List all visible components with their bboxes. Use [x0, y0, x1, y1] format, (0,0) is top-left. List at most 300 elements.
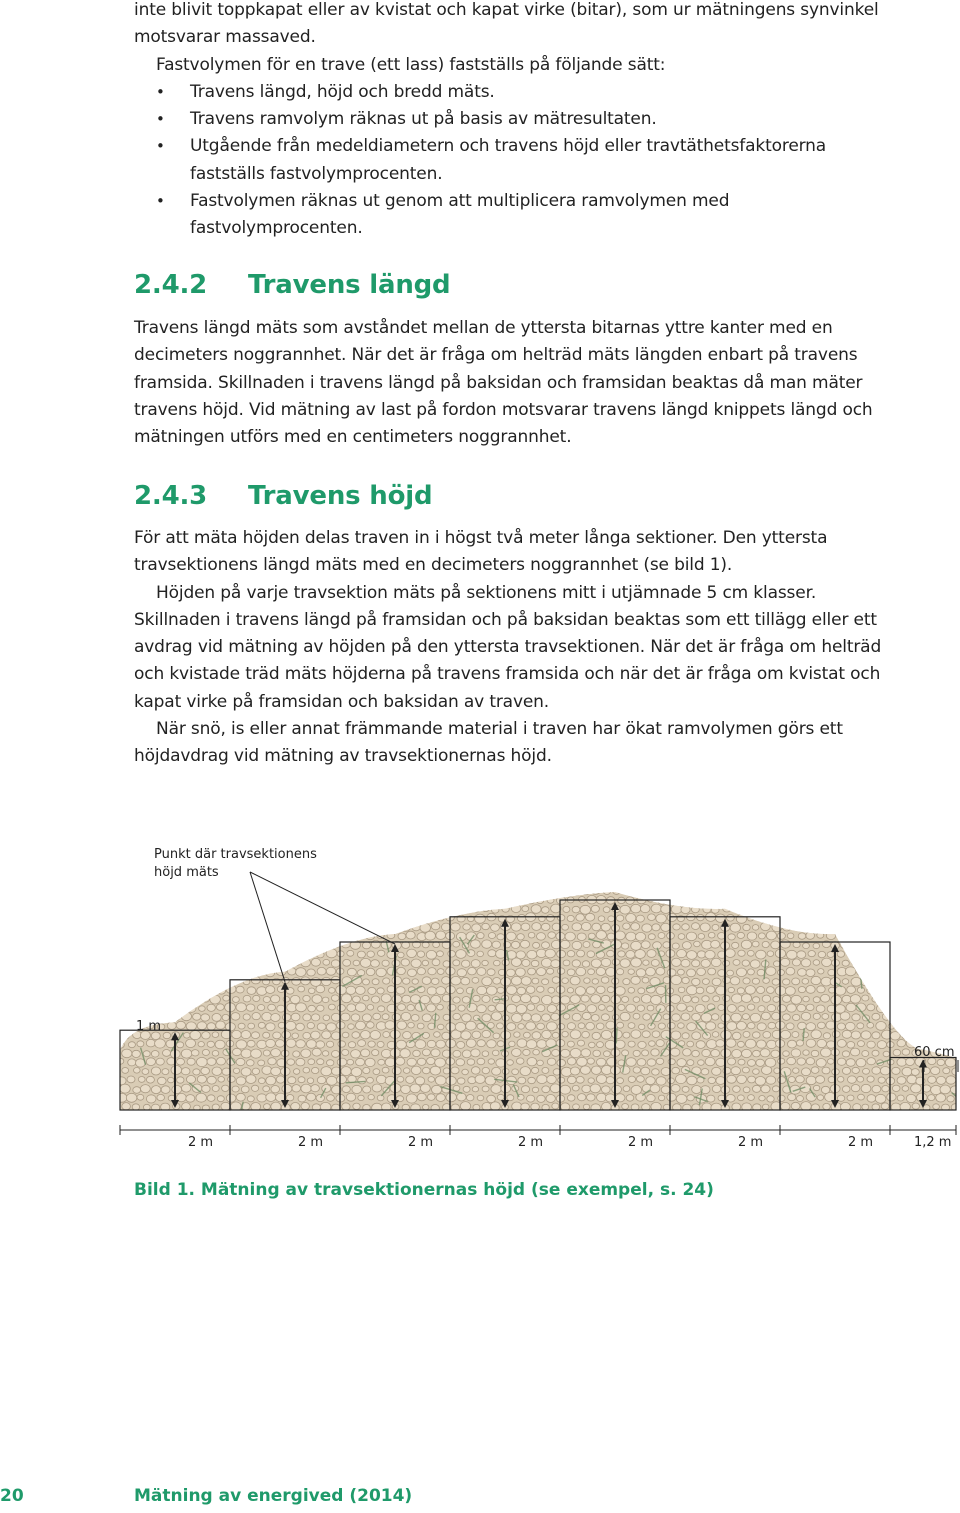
log-end: [622, 996, 629, 1002]
log-end: [842, 960, 849, 966]
log-end: [847, 1042, 855, 1049]
log-end: [643, 960, 649, 965]
log-end: [752, 925, 759, 931]
log-end: [122, 1103, 131, 1110]
log-end: [747, 932, 757, 940]
log-end: [427, 880, 434, 886]
log-end: [127, 967, 137, 975]
log-end: [872, 1032, 880, 1039]
log-end: [791, 995, 802, 1004]
log-end: [932, 888, 941, 895]
log-end: [711, 1103, 722, 1112]
log-end: [258, 1060, 265, 1066]
log-end: [861, 888, 869, 894]
branch: [125, 957, 129, 969]
log-end: [358, 1077, 366, 1084]
log-end: [222, 1014, 229, 1020]
log-end: [701, 1069, 709, 1075]
log-end: [787, 933, 794, 939]
log-end: [677, 896, 687, 904]
log-end: [368, 1095, 374, 1100]
log-end: [327, 1095, 335, 1102]
log-end: [497, 1023, 504, 1029]
log-end: [187, 898, 194, 904]
log-end: [263, 941, 270, 947]
log-end: [912, 889, 919, 895]
log-end: [532, 923, 541, 931]
log-end: [765, 1058, 776, 1067]
log-end: [682, 924, 690, 930]
log-end: [847, 986, 856, 993]
log-end: [576, 1076, 584, 1083]
log-end: [407, 898, 415, 905]
log-end: [586, 878, 595, 886]
log-end: [186, 1076, 195, 1084]
log-end: [293, 960, 300, 966]
log-end: [312, 995, 322, 1004]
log-end: [207, 951, 215, 958]
log-end: [663, 1104, 670, 1110]
log-end: [747, 1023, 755, 1029]
log-end: [222, 905, 231, 913]
log-end: [266, 969, 275, 977]
log-end: [308, 950, 317, 957]
log-end: [216, 1021, 226, 1029]
log-end: [601, 995, 609, 1002]
log-end: [848, 1076, 857, 1083]
log-end: [742, 906, 750, 912]
log-end: [428, 968, 436, 975]
log-end: [596, 931, 606, 940]
log-end: [331, 1032, 340, 1040]
log-end: [541, 923, 550, 930]
log-end: [182, 1103, 191, 1111]
log-end: [626, 879, 636, 887]
log-end: [742, 1014, 749, 1020]
log-end: [422, 977, 431, 985]
log-end: [822, 887, 829, 893]
log-end: [692, 978, 700, 985]
log-end: [506, 1004, 517, 1013]
log-end: [308, 1059, 315, 1065]
log-end: [811, 904, 822, 913]
log-end: [867, 988, 875, 995]
log-end: [943, 959, 952, 967]
log-end: [236, 914, 246, 923]
log-end: [482, 905, 490, 912]
log-end: [756, 877, 766, 886]
log-end: [177, 1077, 184, 1083]
log-end: [503, 888, 511, 894]
log-end: [661, 1068, 671, 1076]
log-end: [578, 1023, 585, 1029]
log-end: [461, 907, 468, 913]
log-end: [263, 1050, 270, 1056]
log-end: [856, 896, 866, 905]
log-end: [775, 986, 786, 995]
log-end: [537, 1005, 545, 1012]
log-end: [258, 1078, 265, 1084]
log-end: [400, 1049, 410, 1058]
log-end: [551, 960, 560, 968]
log-end: [702, 1049, 711, 1056]
log-end: [117, 968, 125, 975]
log-end: [639, 1024, 645, 1029]
log-end: [292, 978, 301, 986]
log-end: [891, 994, 901, 1003]
log-end: [682, 1086, 689, 1092]
log-end: [792, 959, 800, 966]
log-end: [193, 1069, 200, 1075]
log-end: [162, 960, 171, 968]
log-end: [247, 931, 257, 939]
log-end: [705, 1057, 715, 1065]
log-end: [311, 978, 321, 987]
log-end: [801, 1012, 810, 1020]
log-end: [577, 933, 586, 941]
log-end: [475, 1075, 485, 1084]
log-end: [747, 969, 754, 975]
log-end: [276, 913, 285, 921]
log-end: [541, 886, 551, 894]
log-end: [692, 1086, 702, 1094]
log-end: [287, 896, 297, 905]
log-end: [683, 995, 692, 1002]
log-end: [412, 923, 421, 931]
log-end: [867, 913, 877, 922]
log-end: [586, 1022, 595, 1030]
log-end: [881, 996, 891, 1004]
log-end: [143, 888, 151, 894]
log-end: [382, 907, 389, 913]
log-end: [923, 996, 930, 1002]
log-end: [741, 994, 751, 1003]
section-length-label: 1,2 m: [914, 1135, 952, 1150]
log-end: [400, 923, 410, 932]
log-end: [620, 959, 630, 968]
log-end: [557, 1004, 566, 1011]
log-end: [588, 969, 595, 975]
log-end: [797, 1096, 804, 1102]
log-end: [737, 932, 744, 938]
log-end: [604, 1051, 611, 1057]
log-end: [371, 904, 381, 912]
log-end: [497, 1041, 504, 1047]
log-end: [652, 1031, 660, 1038]
log-end: [140, 922, 150, 931]
log-end: [682, 1033, 689, 1039]
log-end: [937, 897, 945, 904]
log-end: [607, 950, 615, 957]
log-end: [511, 923, 521, 931]
log-end: [266, 1023, 275, 1031]
log-end: [516, 951, 525, 959]
list-item: • Utgående från medeldiametern och travens höjd eller travtäthetsfaktorerna fastställs fastvolymprocenten.: [134, 133, 904, 188]
log-end: [371, 887, 381, 895]
log-end: [486, 879, 494, 886]
log-end: [897, 1095, 904, 1101]
log-end: [620, 1066, 630, 1074]
log-end: [736, 915, 746, 924]
log-end: [162, 887, 171, 894]
log-end: [806, 1039, 816, 1047]
log-end: [857, 916, 864, 922]
log-end: [322, 942, 329, 948]
log-end: [363, 995, 370, 1001]
log-end: [248, 1023, 255, 1029]
log-end: [258, 969, 265, 975]
log-end: [716, 1077, 725, 1085]
log-end: [126, 933, 135, 941]
log-end: [633, 1067, 640, 1073]
log-end: [303, 1032, 311, 1039]
log-end: [127, 914, 138, 923]
log-end: [298, 1095, 306, 1102]
log-end: [517, 878, 528, 887]
log-end: [847, 877, 858, 886]
log-end: [360, 958, 371, 967]
branch: [251, 927, 257, 943]
log-end: [563, 1014, 570, 1020]
length-block: [134, 315, 904, 451]
log-end: [536, 877, 547, 886]
log-end: [443, 905, 451, 912]
log-end: [472, 888, 480, 895]
log-end: [818, 1022, 826, 1029]
log-end: [527, 1095, 535, 1102]
log-end: [927, 878, 936, 886]
log-end: [917, 1006, 924, 1012]
log-end: [545, 949, 555, 958]
branch: [447, 903, 453, 909]
log-end: [401, 1012, 411, 1020]
log-end: [226, 985, 236, 994]
log-end: [883, 1051, 890, 1057]
log-end: [850, 995, 860, 1004]
log-end: [477, 1005, 486, 1013]
log-end: [523, 1049, 530, 1055]
log-end: [138, 1077, 145, 1083]
log-end: [687, 1076, 697, 1085]
log-end: [642, 924, 652, 932]
log-end: [905, 949, 916, 958]
log-end: [317, 1059, 324, 1065]
log-end: [306, 1040, 316, 1049]
log-end: [322, 1031, 331, 1039]
log-end: [728, 878, 736, 885]
log-end: [921, 1014, 930, 1021]
log-end: [298, 1077, 305, 1083]
log-end: [435, 1076, 446, 1085]
log-end: [842, 905, 851, 913]
log-end: [251, 1032, 259, 1039]
log-end: [741, 887, 752, 896]
log-end: [793, 888, 801, 895]
log-end: [656, 1077, 666, 1085]
log-end: [720, 886, 731, 895]
log-end: [436, 878, 446, 886]
log-end: [706, 986, 715, 993]
log-end: [787, 1004, 797, 1012]
log-end: [241, 1068, 251, 1076]
log-end: [935, 931, 946, 940]
log-end: [733, 1086, 741, 1093]
log-end: [881, 1103, 889, 1110]
log-end: [506, 932, 516, 940]
log-end: [678, 934, 685, 940]
log-end: [631, 1030, 641, 1038]
log-end: [852, 887, 860, 893]
log-end: [411, 1104, 421, 1112]
leader-line: [250, 872, 285, 982]
log-end: [132, 941, 142, 950]
log-end: [791, 1049, 801, 1057]
log-end: [422, 1067, 430, 1073]
log-end: [218, 916, 225, 922]
log-end: [631, 941, 642, 950]
log-end: [837, 1058, 846, 1065]
log-end: [577, 1040, 584, 1046]
log-end: [276, 1040, 285, 1048]
log-end: [928, 1004, 936, 1011]
log-end: [417, 968, 425, 975]
log-end: [317, 914, 326, 922]
log-end: [802, 925, 809, 931]
log-end: [467, 896, 477, 905]
log-end: [927, 915, 934, 921]
log-end: [711, 907, 719, 914]
log-end: [521, 923, 530, 930]
log-end: [950, 1086, 959, 1094]
log-end: [847, 1095, 854, 1101]
log-end: [727, 915, 735, 922]
log-end: [758, 933, 765, 939]
log-end: [307, 1093, 316, 1101]
log-end: [548, 932, 556, 939]
log-end: [161, 1086, 170, 1094]
log-end: [911, 1013, 920, 1021]
log-end: [238, 951, 246, 958]
height-paragraph-1: För att mäta höjden delas traven in i högst två meter långa sektioner. Den yttersta travsektionens längd mäts med en decimeters noggrannhet (se bild 1).: [134, 528, 828, 576]
log-end: [527, 897, 535, 904]
log-end: [847, 915, 854, 921]
log-end: [181, 960, 188, 966]
log-end: [888, 1024, 895, 1030]
log-end: [190, 960, 199, 968]
log-end: [678, 969, 685, 975]
log-end: [138, 914, 145, 920]
log-end: [292, 924, 299, 930]
log-end: [341, 1067, 351, 1076]
log-end: [703, 906, 711, 913]
log-end: [355, 896, 365, 904]
log-end: [642, 1031, 650, 1038]
branch: [882, 933, 894, 945]
log-end: [833, 888, 840, 894]
log-end: [542, 1067, 549, 1073]
log-end: [482, 1086, 489, 1092]
log-end: [570, 1048, 581, 1057]
log-end: [516, 968, 526, 976]
log-end: [176, 896, 185, 903]
log-end: [282, 960, 289, 966]
log-end: [140, 978, 150, 987]
log-end: [403, 905, 410, 911]
log-end: [643, 1014, 651, 1021]
log-end: [303, 907, 310, 913]
log-end: [852, 1067, 859, 1073]
log-end: [821, 1048, 832, 1057]
log-end: [432, 905, 441, 913]
log-end: [381, 887, 391, 896]
log-end: [532, 1032, 541, 1039]
log-end: [182, 1084, 191, 1092]
log-end: [401, 1085, 411, 1093]
log-end: [857, 878, 865, 884]
log-end: [728, 987, 734, 992]
log-end: [338, 878, 346, 885]
log-end: [477, 879, 486, 887]
log-end: [701, 959, 710, 967]
log-end: [341, 1013, 350, 1021]
log-end: [626, 1004, 636, 1012]
log-end: [410, 1084, 420, 1093]
log-end: [907, 1024, 914, 1030]
log-end: [361, 1031, 371, 1039]
log-end: [326, 879, 336, 888]
log-end: [378, 1006, 385, 1012]
log-end: [907, 897, 914, 903]
log-end: [467, 1003, 477, 1012]
log-end: [412, 979, 418, 984]
log-end: [343, 906, 350, 912]
log-end: [316, 896, 324, 903]
log-end: [227, 951, 236, 958]
log-end: [437, 1004, 444, 1010]
log-end: [887, 950, 894, 956]
log-end: [232, 888, 239, 894]
log-end: [626, 932, 636, 941]
log-end: [946, 967, 956, 976]
log-end: [892, 978, 900, 985]
log-end: [117, 898, 125, 904]
log-end: [682, 977, 689, 983]
log-end: [712, 1067, 721, 1075]
log-end: [426, 1004, 435, 1012]
log-end: [233, 1048, 242, 1055]
log-end: [753, 997, 760, 1003]
log-end: [171, 1066, 182, 1075]
log-end: [396, 1057, 405, 1065]
log-end: [732, 1050, 742, 1058]
log-end: [128, 1059, 136, 1066]
log-end: [287, 916, 294, 922]
log-end: [590, 1084, 600, 1093]
log-end: [183, 888, 190, 894]
log-end: [171, 905, 180, 913]
log-end: [201, 905, 210, 913]
log-end: [352, 1032, 360, 1039]
log-end: [737, 1075, 747, 1083]
log-end: [518, 1024, 525, 1030]
log-end: [301, 1084, 311, 1093]
log-end: [181, 996, 189, 1003]
log-end: [780, 958, 789, 966]
log-end: [477, 951, 484, 957]
log-end: [771, 905, 780, 913]
log-end: [702, 887, 711, 895]
log-end: [135, 896, 145, 905]
